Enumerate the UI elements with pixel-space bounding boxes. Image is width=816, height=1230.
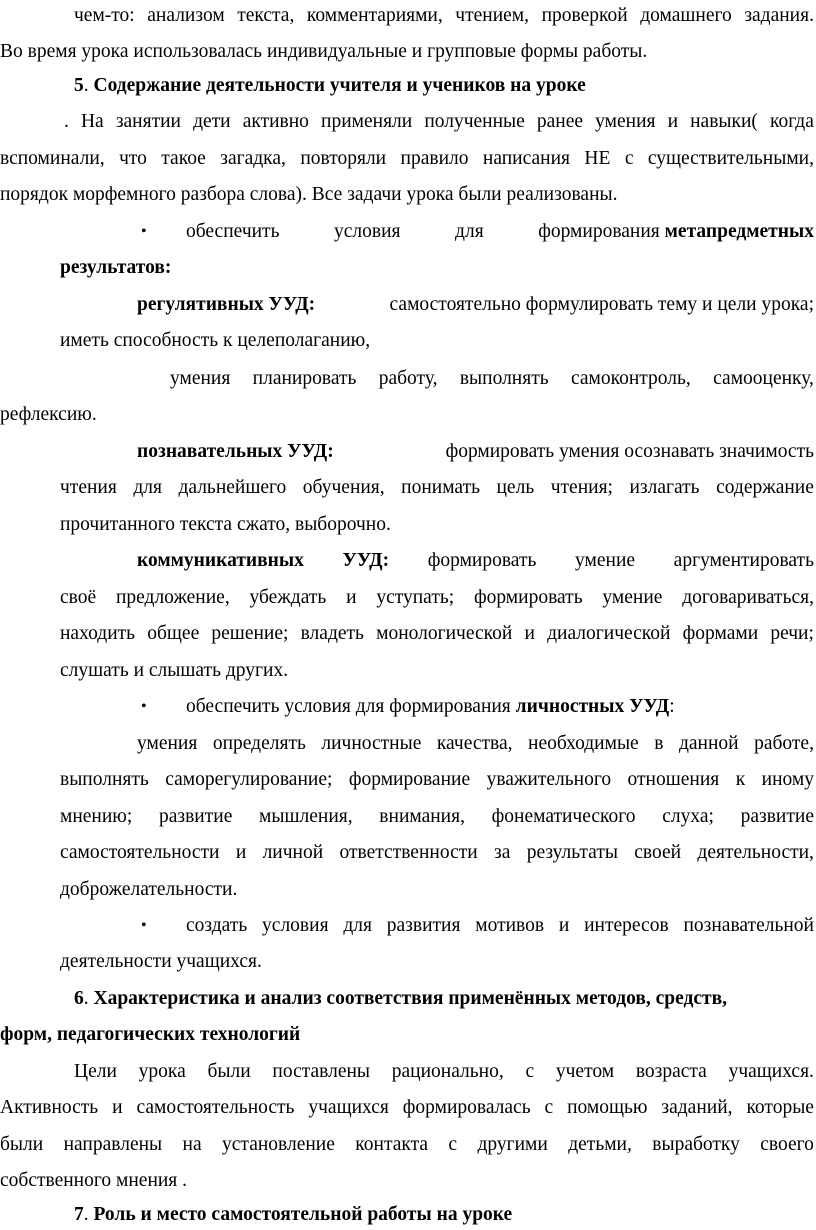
text-line: чем-то: анализом текста, комментариями, чтением, проверкой домашнего задания. [74,5,814,26]
text-line: были направлены на установление контакта с другими детьми, выработку своего [0,1134,814,1155]
text-line: результатов: [60,257,172,278]
text-line: Во время урока использовалась индивидуальные и групповые формы работы. [0,41,648,62]
text-line: умения планировать работу, выполнять самоконтроль, самооценку, [170,368,814,389]
text-line: собственного мнения . [0,1170,188,1191]
bullet-item-personal: обеспечить условия для формирования личностных УУД: [186,696,675,717]
text-line: слушать и слышать других. [60,660,289,681]
text-line: мнению; развитие мышления, внимания, фонематического слуха; развитие [60,806,814,827]
bullet-item-motives: создать условия для развития мотивов и интересов познавательной [186,915,814,936]
text-line: порядок морфемного разбора слова). Все задачи урока были реализованы. [0,184,618,205]
text-line: рефлексию. [0,404,97,425]
bullet-item-metasubject: обеспечить условия для формирования метапредметных [186,221,814,242]
text-line: . На занятии дети активно применяли полученные ранее умения и навыки( когда [64,111,814,132]
text-line: чтения для дальнейшего обучения, понимать цель чтения; излагать содержание [60,477,814,498]
text-line: самостоятельности и личной ответственности за результаты своей деятельности, [60,842,814,863]
regulative-uud: регулятивных УУД: самостоятельно формулировать тему и цели урока; [137,294,814,315]
section-heading-6: 6. Характеристика и анализ соответствия применённых методов, средств, [74,988,728,1009]
text-line: умения определять личностные качества, необходимые в данной работе, [137,733,814,754]
text-line: прочитанного текста сжато, выборочно. [60,514,391,535]
bullet-icon: • [141,223,147,240]
text-line: доброжелательности. [60,879,238,900]
communicative-uud: коммуникативных УУД: формировать умение аргументировать [137,550,814,571]
bullet-icon: • [141,917,147,934]
text-line: Цели урока были поставлены рационально, с учетом возраста учащихся. [74,1061,814,1082]
text-line: своё предложение, убеждать и уступать; формировать умение договариваться, [60,587,814,608]
text-line: выполнять саморегулирование; формирование уважительного отношения к иному [60,769,814,790]
text-line: деятельности учащихся. [60,951,262,972]
section-heading-5: 5. Содержание деятельности учителя и учеников на уроке [74,75,586,96]
text-line: Активность и самостоятельность учащихся формировалась с помощью заданий, которые [0,1097,814,1118]
cognitive-uud: познавательных УУД: формировать умения осознавать значимость [137,441,814,462]
text-line: находить общее решение; владеть монологической и диалогической формами речи; [60,623,814,644]
text-line: иметь способность к целеполаганию, [60,330,371,351]
bullet-icon: • [141,698,147,715]
section-heading-7: 7. Роль и место самостоятельной работы на уроке [74,1204,513,1225]
section-heading-6-cont: форм, педагогических технологий [0,1024,301,1045]
text-line: вспоминали, что такое загадка, повторяли правило написания НЕ с существительными, [0,148,814,169]
